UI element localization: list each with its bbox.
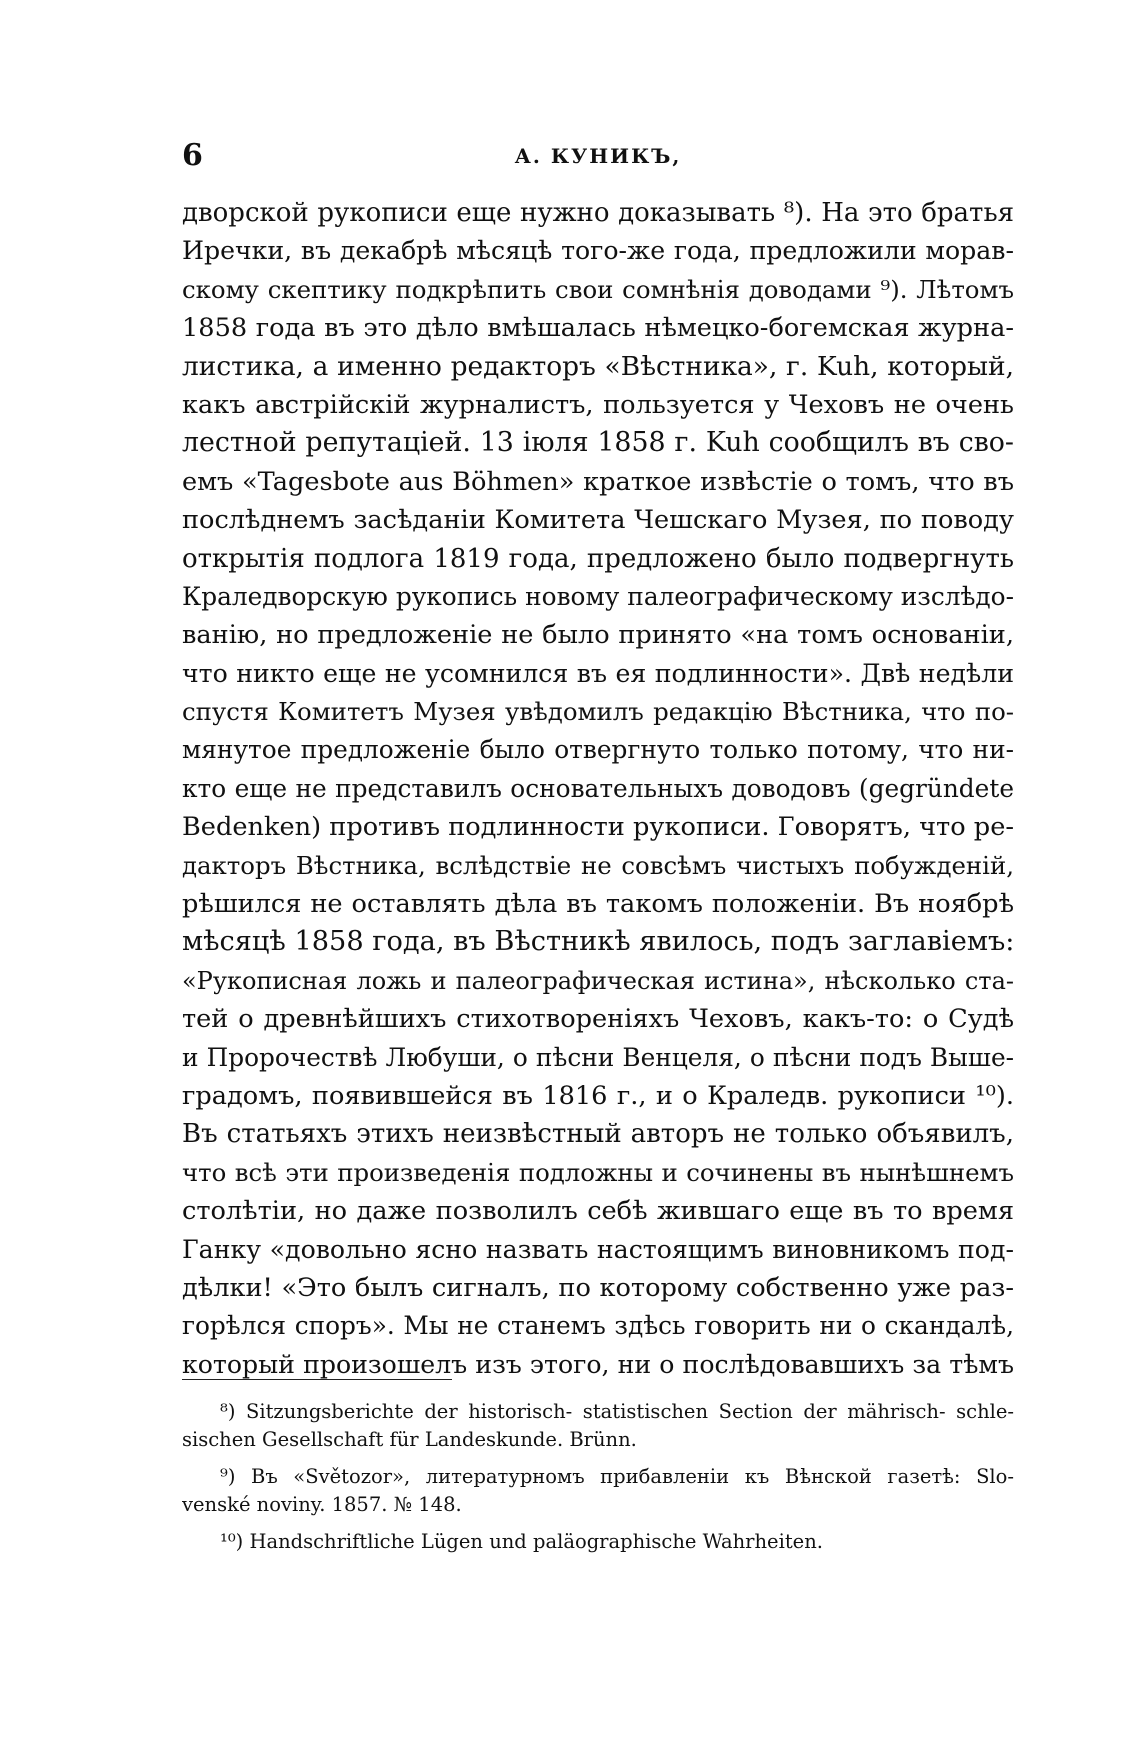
text-line: рѣшился не оставлять дѣла въ такомъ положеніи. Въ ноябрѣ: [182, 889, 1014, 920]
text-line: спустя Комитетъ Музея увѣдомилъ редакцію Вѣстника, что по-: [182, 697, 1014, 727]
text-line: послѣднемъ засѣданіи Комитета Чешскаго Музея, по поводу: [182, 505, 1014, 536]
text-line: что всѣ эти произведенія подложны и сочинены въ нынѣшнемъ: [182, 1157, 1014, 1187]
running-head: [182, 138, 1014, 178]
text-line: дворской рукописи еще нужно доказывать ⁸). На это братья: [182, 198, 1014, 228]
text-line: тей о древнѣйшихъ стихотвореніяхъ Чеховъ, какъ-то: о Судѣ: [182, 1004, 1014, 1035]
text-line: Краледворскую рукопись новому палеографическому изслѣдо-: [182, 581, 1014, 611]
footnote: [182, 1528, 1014, 1556]
text-line: Ганку «довольно ясно назвать настоящимъ виновникомъ под-: [182, 1234, 1014, 1264]
header-author: А. КУНИКЪ,: [514, 144, 682, 168]
footnote: [182, 1398, 1014, 1453]
footnote-line: venské noviny. 1857. № 148.: [182, 1492, 462, 1516]
text-line: открытія подлога 1819 года, предложено было подвергнуть: [182, 543, 1014, 574]
footnote-line: ⁹) Въ «Světozor», литературномъ прибавленіи къ Вѣнской газетѣ: Slo-: [220, 1465, 1014, 1488]
text-line: столѣтіи, но даже позволилъ себѣ жившаго еще въ то время: [182, 1196, 1014, 1227]
text-line: какъ австрійскій журналистъ, пользуется у Чеховъ не очень: [182, 389, 1014, 420]
text-line: и Пророчествѣ Любуши, о пѣсни Венцеля, о пѣсни подъ Выше-: [182, 1042, 1014, 1072]
text-line: который произошелъ изъ этого, ни о послѣдовавшихъ за тѣмъ: [182, 1349, 1014, 1379]
text-line: 1858 года въ это дѣло вмѣшалась нѣмецко-богемская журна-: [182, 313, 1014, 344]
text-line: мѣсяцѣ 1858 года, въ Вѣстникѣ явилось, подъ заглавіемъ:: [182, 926, 1014, 958]
footnote: [182, 1463, 1014, 1518]
text-line: «Рукописная ложь и палеографическая истина», нѣсколько ста-: [182, 966, 1014, 995]
text-line: ванію, но предложеніе не было принято «на томъ основаніи,: [182, 620, 1014, 651]
text-line: кто еще не представилъ основательныхъ доводовъ (gegründete: [182, 773, 1014, 803]
text-line: лестной репутаціей. 13 іюля 1858 г. Kuh сообщилъ въ сво-: [182, 427, 1014, 459]
main-text-block: [182, 194, 1014, 1384]
text-line: градомъ, появившейся въ 1816 г., и о Краледв. рукописи ¹⁰).: [182, 1080, 1014, 1111]
page-number: 6: [182, 138, 203, 173]
text-line: что никто еще не усомнился въ ея подлинности». Двѣ недѣли: [182, 658, 1014, 688]
text-line: Иречки, въ декабрѣ мѣсяцѣ того-же года, предложили морав-: [182, 236, 1014, 266]
text-line: горѣлся споръ». Мы не станемъ здѣсь говорить ни о скандалѣ,: [182, 1311, 1014, 1341]
text-line: Bedenken) противъ подлинности рукописи. Говорятъ, что ре-: [182, 812, 1014, 843]
footnote-line: sischen Gesellschaft für Landeskunde. Brünn.: [182, 1427, 637, 1451]
text-line: скому скептику подкрѣпить свои сомнѣнія доводами ⁹). Лѣтомъ: [182, 274, 1014, 304]
footnotes-block: [182, 1398, 1014, 1566]
footnote-line: ¹⁰) Handschriftliche Lügen und paläographische Wahrheiten.: [220, 1530, 823, 1553]
text-line: листика, а именно редакторъ «Вѣстника», г. Kuh, который,: [182, 350, 1014, 382]
text-line: мянутое предложеніе было отвергнуто только потому, что ни-: [182, 735, 1014, 765]
footnote-divider: [182, 1379, 452, 1380]
text-line: дакторъ Вѣстника, вслѣдствіе не совсѣмъ чистыхъ побужденій,: [182, 850, 1014, 880]
text-line: дѣлки! «Это былъ сигналъ, по которому собственно уже раз-: [182, 1272, 1014, 1303]
text-line: емъ «Tagesbote aus Böhmen» краткое извѣстіе о томъ, что въ: [182, 466, 1014, 497]
footnote-line: ⁸) Sitzungsberichte der historisch- statistischen Section der mährisch- schle-: [220, 1400, 1014, 1423]
text-line: Въ статьяхъ этихъ неизвѣстный авторъ не только объявилъ,: [182, 1119, 1014, 1150]
